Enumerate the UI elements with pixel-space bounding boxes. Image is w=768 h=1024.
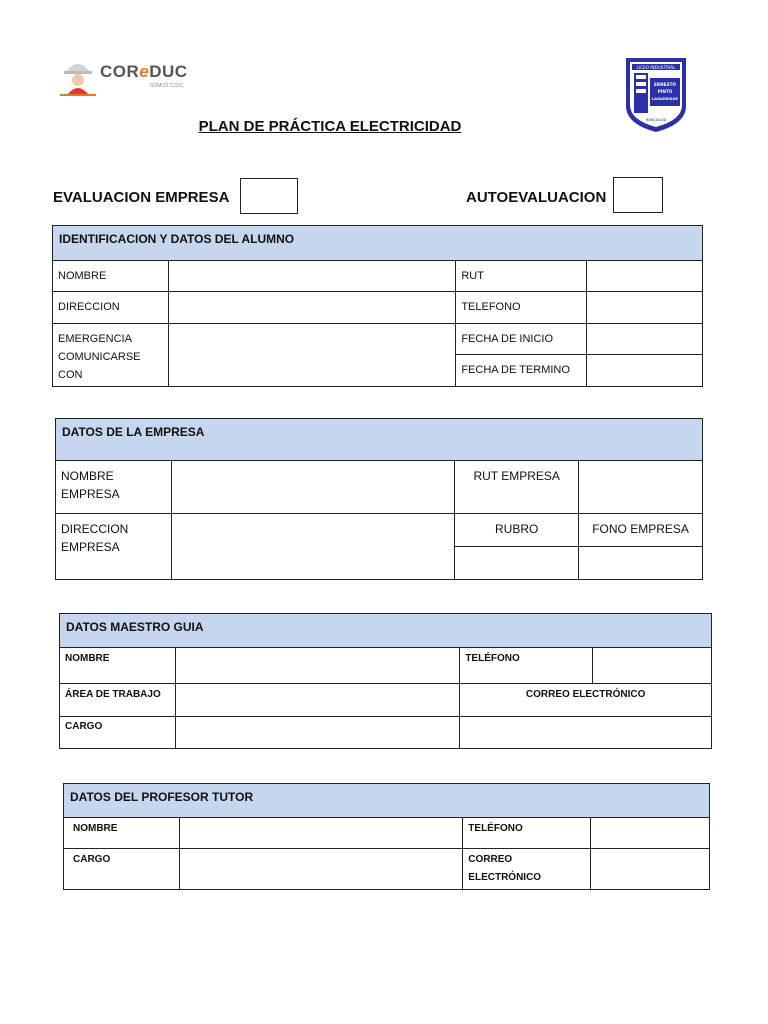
coreduc-logo <box>58 58 188 98</box>
company-fono-field[interactable] <box>579 547 703 580</box>
student-direccion-label: DIRECCION <box>53 292 169 324</box>
evaluacion-empresa-box[interactable] <box>240 178 298 214</box>
autoevaluacion-box[interactable] <box>613 177 663 213</box>
tutor-heading: DATOS DEL PROFESOR TUTOR <box>64 784 710 818</box>
svg-text:RANCAGUA: RANCAGUA <box>645 118 667 122</box>
tutor-telefono-label: TELÉFONO <box>463 818 591 849</box>
company-nombre-label: NOMBRE EMPRESA <box>56 461 172 514</box>
tutor-table <box>63 783 710 890</box>
svg-text:ERNESTO: ERNESTO <box>654 82 676 87</box>
svg-text:LAGARRIGUE: LAGARRIGUE <box>652 97 678 101</box>
tutor-nombre-label: NOMBRE <box>64 818 180 849</box>
student-emergencia-label: EMERGENCIA COMUNICARSE CON <box>53 324 169 387</box>
company-nombre-field[interactable] <box>171 461 454 514</box>
worker-helmet-icon <box>58 58 98 98</box>
company-rut-field[interactable] <box>579 461 703 514</box>
guide-area-field[interactable] <box>175 684 459 717</box>
student-nombre-label: NOMBRE <box>53 261 169 292</box>
student-fecha-inicio-label: FECHA DE INICIO <box>456 324 587 355</box>
student-fecha-inicio-field[interactable] <box>587 324 703 355</box>
tutor-cargo-field[interactable] <box>179 849 462 890</box>
tutor-correo-field[interactable] <box>591 849 710 890</box>
student-fecha-termino-field[interactable] <box>587 355 703 387</box>
student-direccion-field[interactable] <box>168 292 455 324</box>
guide-area-label: ÁREA DE TRABAJO <box>60 684 176 717</box>
guide-nombre-label: NOMBRE <box>60 648 176 684</box>
tutor-correo-label: CORREO ELECTRÓNICO <box>463 849 591 890</box>
company-direccion-label: DIRECCION EMPRESA <box>56 514 172 580</box>
guide-telefono-field[interactable] <box>593 648 712 684</box>
tutor-telefono-field[interactable] <box>591 818 710 849</box>
tutor-cargo-label: CARGO <box>64 849 180 890</box>
guide-cargo-field[interactable] <box>175 717 459 749</box>
student-rut-field[interactable] <box>587 261 703 292</box>
svg-text:LICEO INDUSTRIAL: LICEO INDUSTRIAL <box>636 65 676 70</box>
company-fono-label: FONO EMPRESA <box>579 514 703 547</box>
student-emergencia-field[interactable] <box>168 324 455 387</box>
guide-table <box>59 613 712 749</box>
autoevaluacion-label: AUTOEVALUACION <box>466 189 607 206</box>
guide-correo-field[interactable] <box>460 717 712 749</box>
student-fecha-termino-label: FECHA DE TERMINO <box>456 355 587 387</box>
student-telefono-field[interactable] <box>587 292 703 324</box>
company-rubro-label: RUBRO <box>455 514 579 547</box>
logo-tagline: SOMOS CChC <box>150 83 184 89</box>
student-table <box>52 225 703 387</box>
guide-heading: DATOS MAESTRO GUIA <box>60 614 712 648</box>
student-telefono-label: TELEFONO <box>456 292 587 324</box>
company-rut-label: RUT EMPRESA <box>455 461 579 514</box>
guide-correo-label: CORREO ELECTRÓNICO <box>460 684 712 717</box>
guide-nombre-field[interactable] <box>175 648 459 684</box>
company-table <box>55 418 703 580</box>
evaluacion-empresa-label: EVALUACION EMPRESA <box>53 189 230 206</box>
guide-cargo-label: CARGO <box>60 717 176 749</box>
company-heading: DATOS DE LA EMPRESA <box>56 419 703 461</box>
student-heading: IDENTIFICACION Y DATOS DEL ALUMNO <box>53 226 703 261</box>
page-title: PLAN DE PRÁCTICA ELECTRICIDAD <box>198 118 462 135</box>
logo-wordmark: COReDUC <box>100 62 188 81</box>
tutor-nombre-field[interactable] <box>179 818 462 849</box>
student-rut-label: RUT <box>456 261 587 292</box>
svg-text:PINTO: PINTO <box>657 89 673 94</box>
company-rubro-field[interactable] <box>455 547 579 580</box>
company-direccion-field[interactable] <box>171 514 454 580</box>
student-nombre-field[interactable] <box>168 261 455 292</box>
guide-telefono-label: TELÉFONO <box>460 648 593 684</box>
